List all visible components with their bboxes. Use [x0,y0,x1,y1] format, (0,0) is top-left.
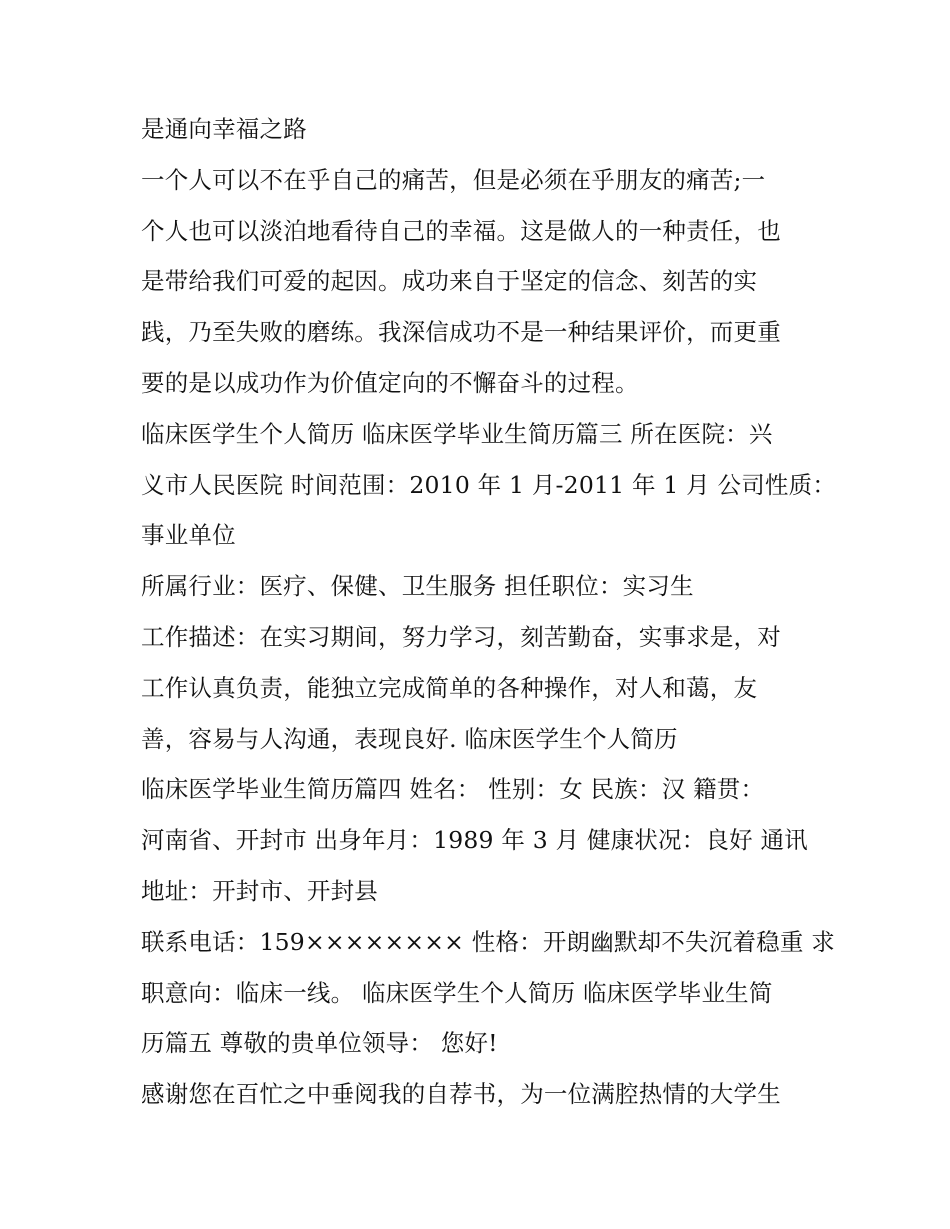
document-body [141,104,837,1120]
text-line: 善，容易与人沟通，表现良好. 临床医学生个人简历 [141,724,678,753]
text-line: 历篇五 尊敬的贵单位领导： 您好! [141,1029,498,1058]
text-line: 联系电话：159×××××××× 性格：开朗幽默却不失沉着稳重 求 [141,927,835,956]
text-line: 河南省、开封市 出身年月：1989 年 3 月 健康状况：良好 通讯 [141,826,808,855]
text-line: 地址：开封市、开封县 [141,876,378,905]
text-line: 工作认真负责，能独立完成简单的各种操作，对人和蔼，友 [141,673,758,702]
text-line: 临床医学生个人简历 临床医学毕业生简历篇三 所在医院：兴 [141,419,773,448]
text-line: 工作描述：在实习期间，努力学习，刻苦勤奋，实事求是，对 [141,622,781,651]
text-line: 践，乃至失败的磨练。我深信成功不是一种结果评价，而更重 [141,318,781,347]
text-line: 义市人民医院 时间范围：2010 年 1 月-2011 年 1 月 公司性质： [141,470,837,499]
text-line: 事业单位 [141,521,236,550]
text-line: 是带给我们可爱的起因。成功来自于坚定的信念、刻苦的实 [141,267,758,296]
text-line: 个人也可以淡泊地看待自己的幸福。这是做人的一种责任，也 [141,216,781,245]
text-line: 一个人可以不在乎自己的痛苦，但是必须在乎朋友的痛苦;一 [141,165,766,194]
text-line: 临床医学毕业生简历篇四 姓名： 性别：女 民族：汉 籍贯： [141,775,765,804]
text-line: 所属行业：医疗、保健、卫生服务 担任职位：实习生 [141,572,694,601]
text-line: 职意向：临床一线。 临床医学生个人简历 临床医学毕业生简 [141,978,773,1007]
text-line: 是通向幸福之路 [141,115,307,143]
text-line: 感谢您在百忙之中垂阅我的自荐书，为一位满腔热情的大学生 [141,1080,781,1109]
text-line: 要的是以成功作为价值定向的不懈奋斗的过程。 [141,368,639,397]
